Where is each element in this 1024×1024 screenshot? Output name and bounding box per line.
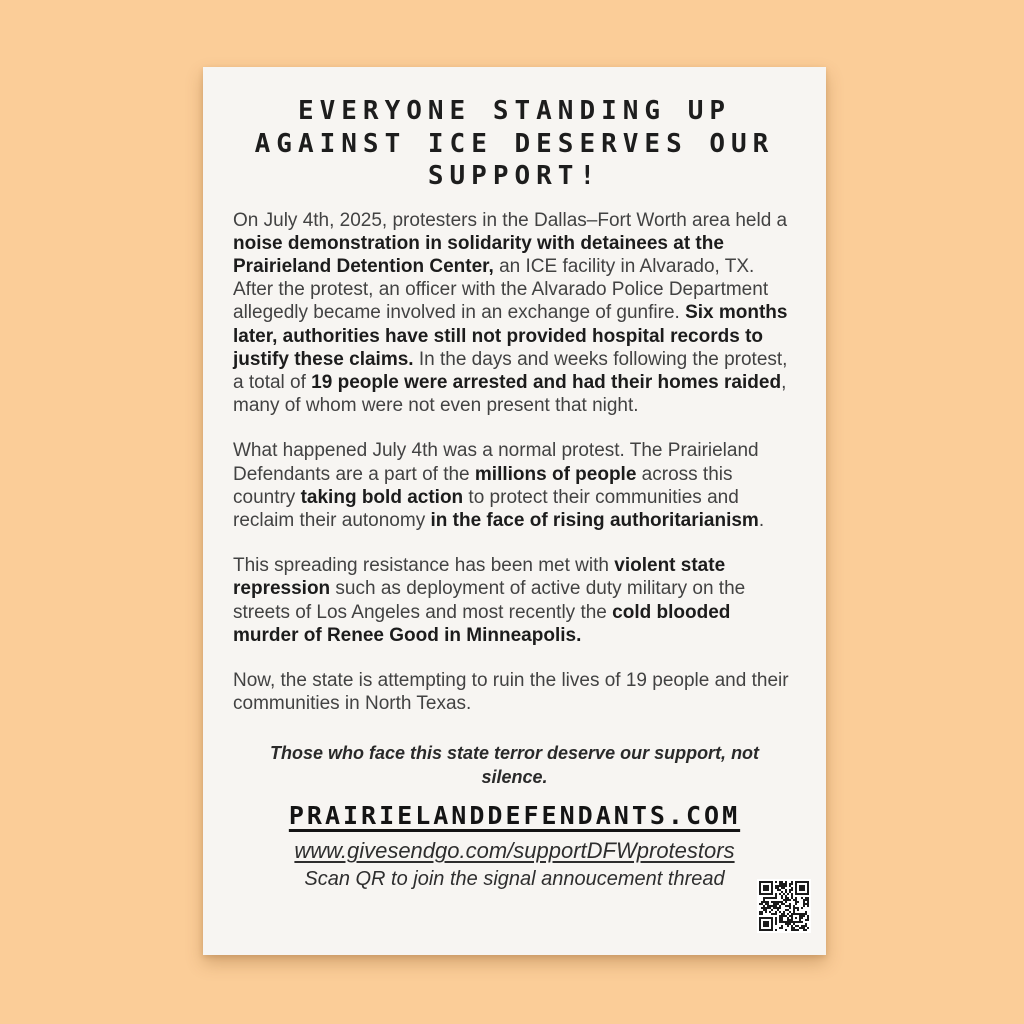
body-paragraphs [233, 209, 796, 716]
paragraph: Now, the state is attempting to ruin the lives of 19 people and their communities in North Texas. [233, 669, 789, 715]
donation-url: www.givesendgo.com/supportDFWprotestors [294, 838, 735, 864]
qr-caption: Scan QR to join the signal annoucement thread [304, 868, 725, 891]
tagline: Those who face this state terror deserve our support, not silence. [269, 743, 760, 788]
paragraph: This spreading resistance has been met with violent state repression such as deployment of active duty military on the streets of Los Angeles and most recently the cold blooded murder of Renee Good in Minneapolis. [233, 555, 746, 646]
qr-code-icon [757, 879, 811, 933]
qr-code-image [759, 881, 809, 931]
flyer [203, 67, 826, 955]
website-url: PRAIRIELANDDEFENDANTS.COM [288, 801, 741, 831]
flyer-title: EVERYONE STANDING UP AGAINST ICE DESERVES OUR SUPPORT! [254, 96, 775, 191]
paragraph: On July 4th, 2025, protesters in the Dallas–Fort Worth area held a noise demonstration in solidarity with detainees at the Prairieland Detention Center, an ICE facility in Alvarado, TX. After the protest, an officer with the Alvarado Police Department allegedly became involved in an exchange of gunfire. Six months later, authorities have still not provided hospital records to justify these claims. In the days and weeks following the protest, a total of 19 people were arrested and had their homes raided, many of whom were not even present that night. [233, 209, 788, 417]
paragraph: What happened July 4th was a normal protest. The Prairieland Defendants are a part of the millions of people across this country taking bold action to protect their communities and reclaim their autonomy in the face of rising authoritarianism. [233, 440, 765, 531]
